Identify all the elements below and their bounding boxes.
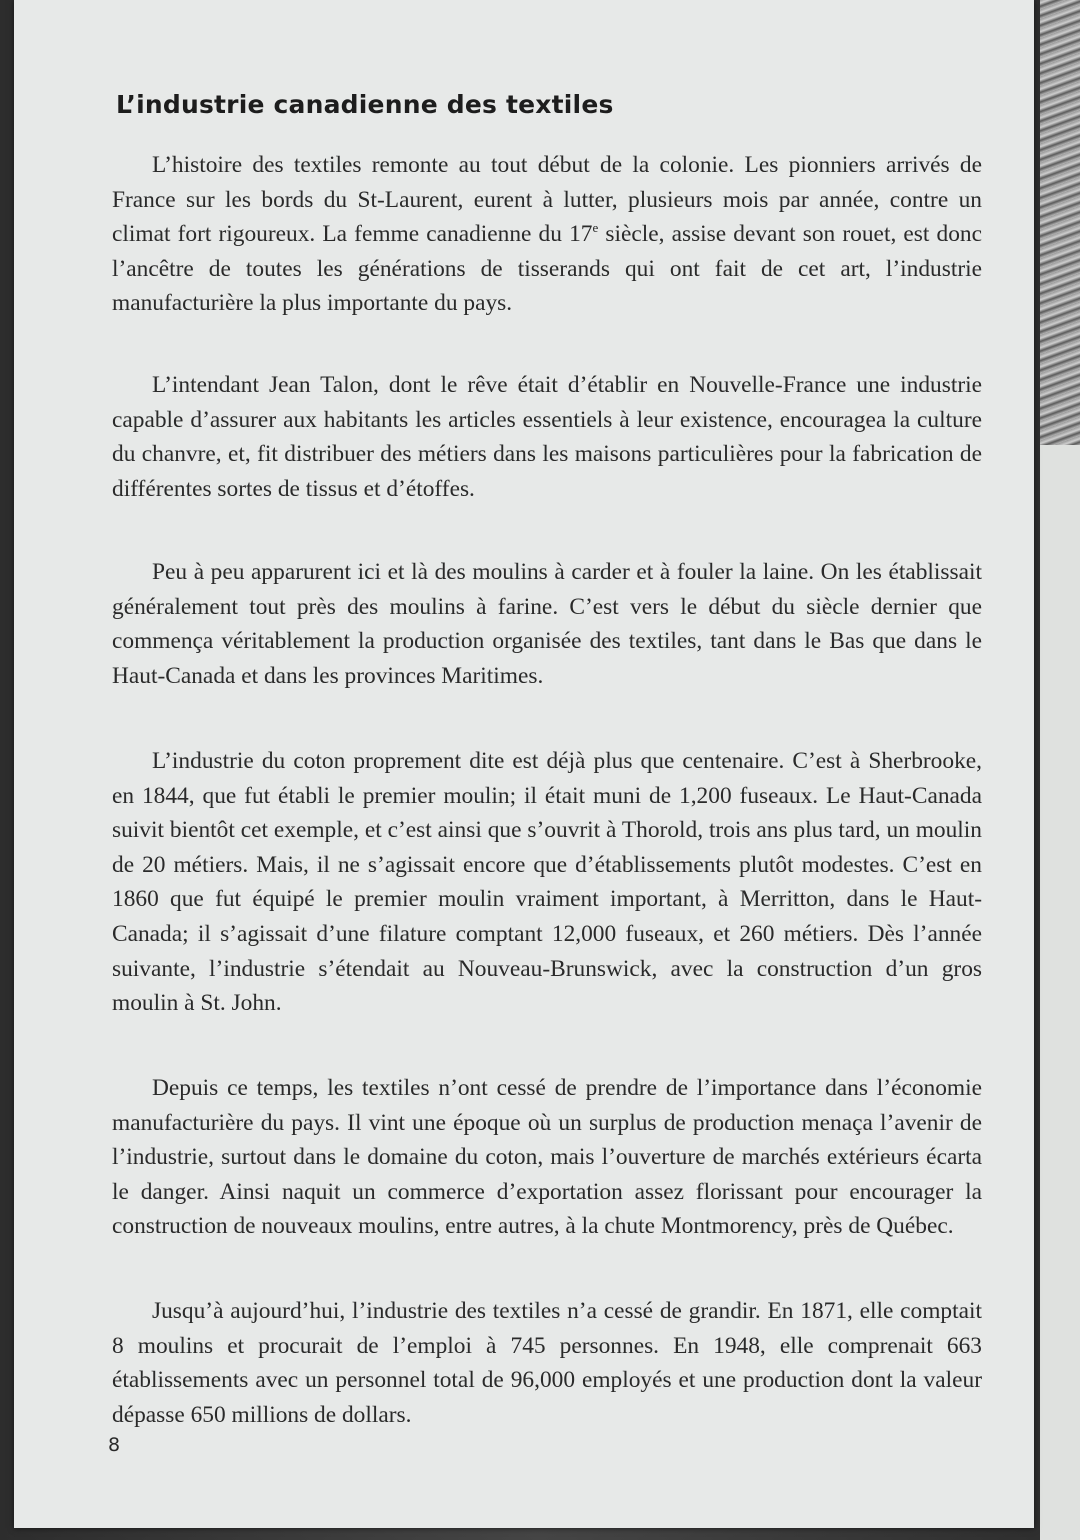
paragraph-6: Jusqu’à aujourd’hui, l’industrie des textiles n’a cessé de grandir. En 1871, elle comptait 8 moulins et procurait de l’emploi à 745 personnes. En 1948, elle comprenait 663 établissements avec un personnel total de 96,000 employés et une production dont la valeur dépasse 650 millions de dollars. bbox=[112, 1298, 982, 1428]
adjacent-page bbox=[1040, 445, 1080, 1540]
article-title: L’industrie canadienne des textiles bbox=[116, 90, 614, 119]
century-superscript: e bbox=[592, 220, 599, 236]
adjacent-page-photo bbox=[1040, 0, 1080, 445]
page-number: 8 bbox=[108, 1434, 121, 1456]
paragraph-1-text-end: siècle, assise devant son rouet, est donc l’ancêtre de toutes les générations de tisserands qui ont fait de cet art, l’industrie manufacturière la plus importante du pays. bbox=[112, 221, 982, 317]
paragraph-1 bbox=[112, 148, 982, 321]
paragraph-4: L’industrie du coton proprement dite est déjà plus que centenaire. C’est à Sherbrooke, en 1844, que fut établi le premier moulin; il était muni de 1,200 fuseaux. Le Haut-Canada suivit bientôt cet exemple, et c’est ainsi que s’ouvrit à Thorold, trois ans plus tard, un moulin de 20 métiers. Mais, il ne s’agissait encore que d’établissements plutôt modestes. C’est en 1860 que fut équipé le premier moulin vraiment important, à Merritton, dans le Haut-Canada; il s’agissait d’une filature comptant 12,000 fuseaux, et 260 métiers. Dès l’année suivante, l’industrie s’étendait au Nouveau-Brunswick, avec la construction d’un gros moulin à St. John. bbox=[112, 748, 982, 1017]
paragraph-5: Depuis ce temps, les textiles n’ont cessé de prendre de l’importance dans l’économie manufacturière du pays. Il vint une époque où un surplus de production menaça l’avenir de l’industrie, surtout dans le domaine du coton, mais l’ouverture de marchés extérieurs écarta le danger. Ainsi naquit un commerce d’exportation assez florissant pour encourager la construction de nouveaux moulins, entre autres, à la chute Montmorency, près de Québec. bbox=[112, 1075, 982, 1240]
paragraph-1-text-start: L’histoire des textiles remonte au tout début de la colonie. Les pionniers arrivés de France sur les bords du St-Laurent, eurent à lutter, plusieurs mois par année, contre un climat fort rigoureux. La femme canadienne du 17 bbox=[112, 152, 982, 248]
paragraph-3: Peu à peu apparurent ici et là des moulins à carder et à fouler la laine. On les établissait généralement tout près des moulins à farine. C’est vers le début du siècle dernier que commença véritablement la production organisée des textiles, tant dans le Bas que dans le Haut-Canada et dans les provinces Maritimes. bbox=[112, 559, 982, 689]
paragraph-2: L’intendant Jean Talon, dont le rêve était d’établir en Nouvelle-France une industrie capable d’assurer aux habitants les articles essentiels à leur existence, encouragea la culture du chanvre, et, fit distribuer des métiers dans les maisons particulières pour la fabrication de différentes sortes de tissus et d’étoffes. bbox=[112, 372, 982, 502]
